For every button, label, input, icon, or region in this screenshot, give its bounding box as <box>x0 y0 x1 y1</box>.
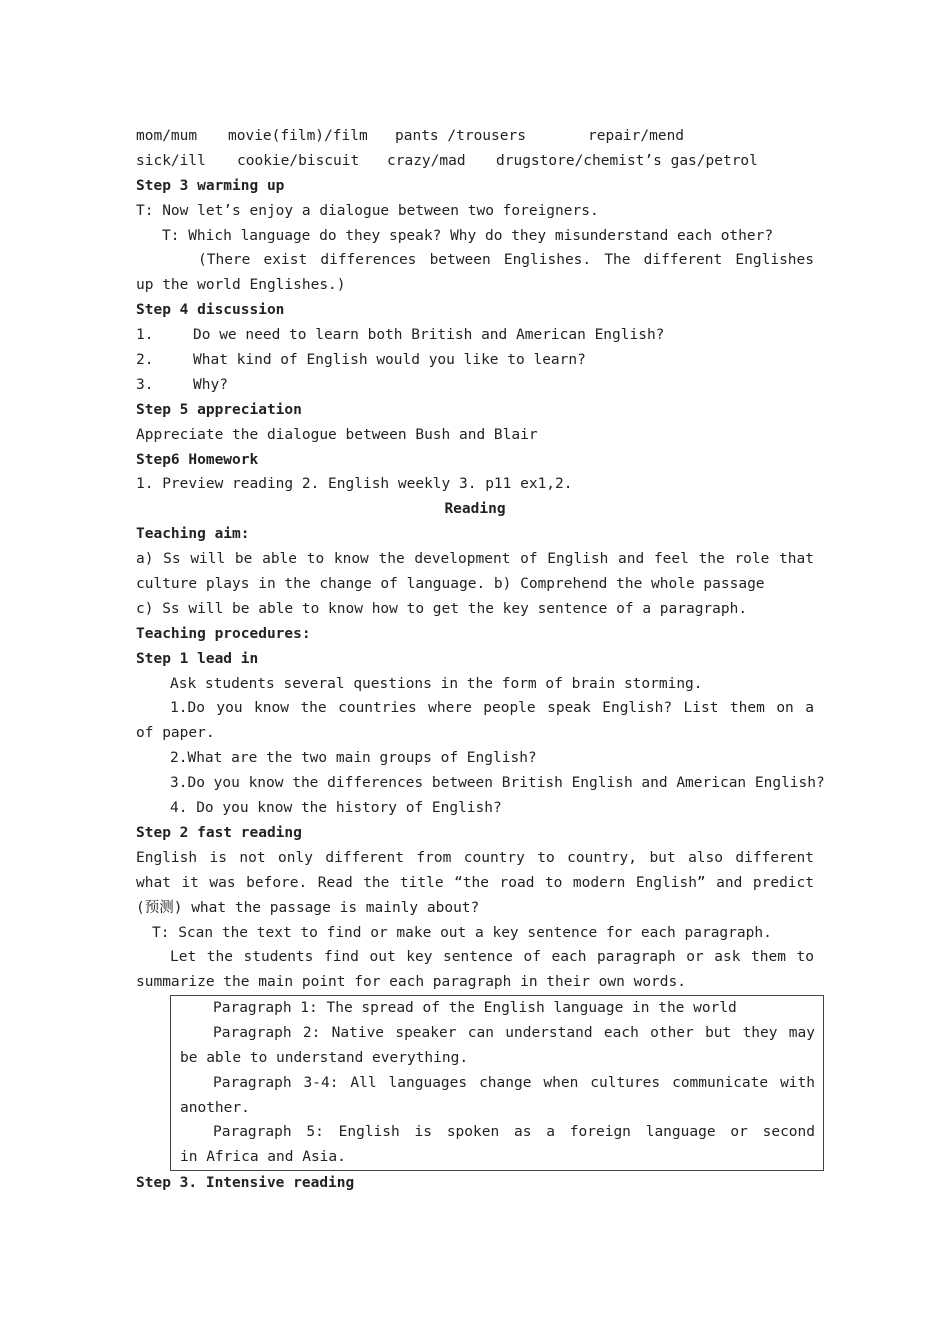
paragraph-line: what it was before. Read the title “the road to modern English” and predict <box>136 874 814 891</box>
paragraph-line: a) Ss will be able to know the development of English and feel the role that <box>136 551 814 568</box>
step6-heading: Step6 Homework <box>136 451 259 468</box>
vocab-word: cookie/biscuit <box>237 152 360 169</box>
question-line: of paper. <box>136 725 215 742</box>
list-number: 2. <box>136 352 154 369</box>
vocab-word: repair/mend <box>588 128 685 144</box>
paragraph-line: 1. Preview reading 2. English weekly 3. p11 ex1,2. <box>136 476 573 493</box>
paragraph-line: up the world Englishes.) <box>136 277 346 294</box>
aim-heading: Teaching aim: <box>136 526 250 543</box>
vocab-word: sick/ill <box>136 152 206 169</box>
procedures-heading: Teaching procedures: <box>136 625 311 642</box>
box-line: be able to understand everything. <box>180 1049 469 1066</box>
step1-heading: Step 1 lead in <box>136 650 259 667</box>
box-line: Paragraph 5: English is spoken as a foreign language or second <box>213 1124 815 1141</box>
paragraph-line: c) Ss will be able to know how to get the key sentence of a paragraph. <box>136 600 748 617</box>
vocab-word: pants /trousers <box>395 128 526 144</box>
paragraph-line: Ask students several questions in the form of brain storming. <box>170 675 703 692</box>
list-text: Why? <box>193 376 228 393</box>
paragraph-line: (There exist differences between Englishes. The different Englishes <box>198 252 814 269</box>
list-item <box>136 373 814 398</box>
list-number: 1. <box>136 327 154 344</box>
paragraph-line: T: Now let’s enjoy a dialogue between two foreigners. <box>136 202 599 219</box>
list-text: What kind of English would you like to learn? <box>193 352 586 369</box>
list-item <box>136 323 814 348</box>
vocab-word: crazy/mad <box>387 152 466 169</box>
paragraph-line: (预测) what the passage is mainly about? <box>136 899 480 916</box>
paragraph-line: culture plays in the change of language. b) Comprehend the whole passage <box>136 576 765 593</box>
step4-heading: Step 4 discussion <box>136 302 285 319</box>
list-number: 3. <box>136 376 154 393</box>
paragraph-line: Let the students find out key sentence of each paragraph or ask them to <box>170 949 814 966</box>
list-text: Do we need to learn both British and American English? <box>193 327 665 344</box>
paragraph-line: T: Which language do they speak? Why do they misunderstand each other? <box>162 227 774 244</box>
box-line: another. <box>180 1099 250 1116</box>
vocab-word: movie(film)/film <box>228 128 368 144</box>
question-line: 2.What are the two main groups of English? <box>170 750 537 767</box>
question-line: 1.Do you know the countries where people speak English? List them on a <box>170 700 814 717</box>
box-line: Paragraph 3-4: All languages change when cultures communicate with <box>213 1074 815 1091</box>
vocab-word: drugstore/chemist’s gas/petrol <box>496 152 758 169</box>
document-page <box>136 124 825 995</box>
vocab-row-2 <box>136 149 814 174</box>
step2-heading: Step 2 fast reading <box>136 824 302 841</box>
vocab-word: mom/mum <box>136 128 198 144</box>
box-line: in Africa and Asia. <box>180 1149 346 1166</box>
section-title: Reading <box>444 501 506 518</box>
vocab-row-1 <box>136 124 814 149</box>
paragraph-line: summarize the main point for each paragraph in their own words. <box>136 974 686 991</box>
box-line: Paragraph 1: The spread of the English language in the world <box>213 1000 737 1016</box>
question-line: 3.Do you know the differences between British English and American English? <box>170 775 825 792</box>
step3-heading: Step 3 warming up <box>136 177 285 194</box>
key-sentences-box <box>170 995 824 1171</box>
paragraph-line: Appreciate the dialogue between Bush and Blair <box>136 426 538 443</box>
paragraph-line: T: Scan the text to find or make out a key sentence for each paragraph. <box>152 924 772 941</box>
box-line: Paragraph 2: Native speaker can understand each other but they may <box>213 1024 815 1041</box>
step3-intensive-heading: Step 3. Intensive reading <box>136 1175 355 1191</box>
question-line: 4. Do you know the history of English? <box>170 800 502 817</box>
list-item <box>136 348 814 373</box>
step5-heading: Step 5 appreciation <box>136 401 302 418</box>
paragraph-line: English is not only different from country to country, but also different <box>136 849 814 866</box>
